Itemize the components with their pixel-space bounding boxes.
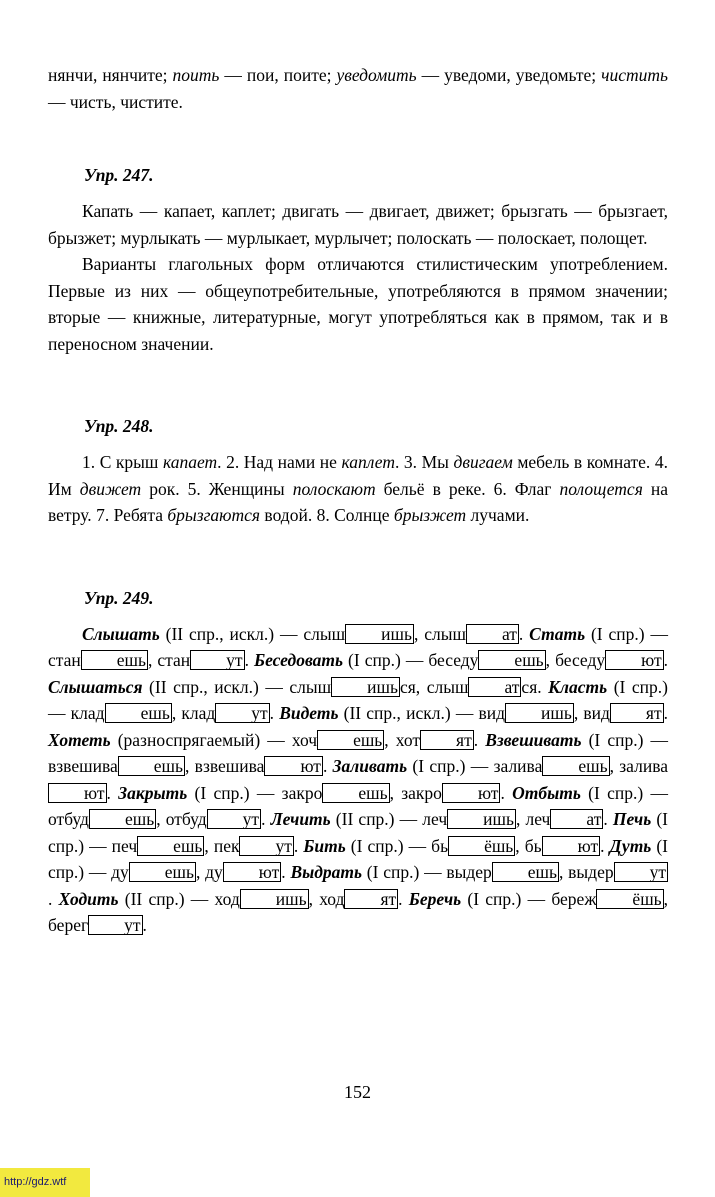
boxed-ending: ут — [190, 650, 244, 670]
sentence-text: С крыш — [99, 452, 163, 472]
sentence-number: 2. — [226, 452, 244, 472]
verb-infinitive: Слышать — [82, 623, 160, 644]
verb-infinitive: Дуть — [609, 835, 652, 856]
sentence-number: 6. — [493, 478, 515, 499]
verb-tail: . — [600, 835, 610, 856]
verb-infinitive: Печь — [612, 809, 652, 829]
verb-conjugation-note: (I спр.) — бь — [345, 835, 449, 856]
verb-tail: . — [518, 623, 530, 644]
sentence-emphasis: полоскают — [292, 478, 376, 499]
verb-stem-second: , хот — [384, 729, 421, 750]
exercise-249-body — [48, 621, 668, 939]
verb-tail: . — [322, 756, 333, 776]
verb-conjugation-note: (I спр.) — печ — [48, 809, 668, 856]
verb-conjugation-note: (I спр.) — береж — [461, 888, 597, 909]
verb-infinitive: Бить — [303, 835, 346, 856]
verb-stem-second: , клад — [171, 703, 216, 723]
spacer — [48, 188, 668, 198]
verb-infinitive: Беседовать — [253, 650, 343, 670]
sentence-emphasis: движет — [79, 478, 142, 499]
boxed-ending: ат — [550, 809, 603, 829]
verb-infinitive: Выдрать — [290, 862, 363, 882]
verb-conjugation-note: (разноспрягаемый) — хоч — [110, 729, 318, 750]
sentence-text: Флаг — [514, 478, 560, 499]
verb-infinitive: Класть — [548, 676, 608, 697]
verb-conjugation-note: (I спр.) — залива — [407, 756, 543, 776]
boxed-ending: ут — [207, 809, 261, 829]
page-content — [48, 62, 668, 939]
verb-conjugation-note: (II спр., искл.) — слыш — [159, 623, 346, 644]
verb-tail: . — [473, 729, 486, 750]
boxed-ending: ешь — [89, 809, 156, 829]
verb-tail: . — [244, 650, 254, 670]
verb-infinitive: Хотеть — [48, 729, 111, 750]
exercise-heading-249: Упр. 249. — [84, 587, 154, 608]
boxed-ending: ют — [542, 836, 601, 856]
sentence-text-tail: . — [394, 452, 404, 472]
sentence-text: Ребята — [113, 505, 168, 525]
boxed-ending: ат — [468, 677, 521, 697]
boxed-ending: ешь — [105, 703, 172, 723]
boxed-ending: ят — [344, 889, 398, 909]
boxed-ending: ишь — [345, 624, 414, 644]
verb-conjugation-note: (II спр., искл.) — вид — [338, 703, 506, 723]
verb-stem-second: , пек — [204, 835, 240, 856]
page-number: 152 — [344, 1082, 371, 1102]
sentence-number: 4. — [654, 452, 668, 472]
boxed-ending: ишь — [240, 889, 309, 909]
sentence-text-tail: водой. — [260, 505, 317, 525]
spacer — [48, 115, 668, 162]
verb-stem-second: , ход — [308, 888, 345, 909]
sentence-text-tail: бельё в реке. — [375, 478, 494, 499]
verb-stem-second: , ду — [196, 862, 223, 882]
boxed-ending: ёшь — [448, 836, 515, 856]
verb-conjugation-note: (I спр.) — ду — [48, 835, 669, 882]
spacer — [48, 611, 668, 621]
top-paragraph-text-2: — пои, поите; — [219, 65, 337, 85]
exercise-247-paragraph-2: Варианты глагольных форм отличаются стилистическим употреблением. Первые из них — общеупотребительные, употребляются в прямом значении; вторые — книжные, литературные, могут употребляться как в прямом, так и в переносном значении. — [48, 254, 668, 354]
exercise-heading-248: Упр. 248. — [84, 416, 154, 436]
verb-infinitive: Лечить — [270, 809, 331, 829]
boxed-ending: ешь — [118, 756, 185, 776]
boxed-ending: ат — [466, 624, 519, 644]
verb-stem-second: , вид — [573, 703, 610, 723]
boxed-ending: ешь — [542, 756, 609, 776]
boxed-ending: ешь — [322, 783, 389, 803]
verb-stem-second: , берег — [48, 888, 669, 935]
boxed-ending: ишь — [447, 809, 516, 829]
verb-conjugation-note: (I спр.) — отбуд — [48, 782, 669, 829]
verb-stem-second: , залива — [609, 756, 669, 776]
verb-conjugation-note: (I спр.) — взвешива — [48, 729, 668, 776]
verb-conjugation-note: (II спр.) — ход — [118, 888, 240, 909]
top-paragraph-italic-1: поить — [172, 65, 220, 85]
sentence-emphasis: каплет — [341, 452, 395, 472]
verb-infinitive: Ходить — [58, 888, 119, 909]
verb-tail: . — [281, 862, 291, 882]
verb-stem-second: , стан — [148, 650, 191, 670]
verb-conjugation-note: (II спр.) — леч — [330, 809, 448, 829]
boxed-ending: ишь — [331, 677, 400, 697]
boxed-ending: ют — [223, 862, 282, 882]
sentence-number: 1. — [82, 452, 100, 472]
verb-stem-second: ся, слыш — [399, 676, 469, 697]
boxed-ending: ешь — [478, 650, 545, 670]
verb-tail: . — [500, 782, 513, 803]
verb-tail: . — [269, 703, 280, 723]
spacer — [48, 439, 668, 449]
sentence-emphasis: двигаем — [453, 452, 513, 472]
boxed-ending: ют — [48, 783, 107, 803]
verb-infinitive: Беречь — [408, 888, 462, 909]
top-paragraph-text-5: — чисть, чистите. — [48, 91, 183, 112]
boxed-ending: ят — [610, 703, 664, 723]
verb-stem-second: , леч — [515, 809, 551, 829]
verb-infinitive: Стать — [529, 623, 586, 644]
top-paragraph-italic-3: чистить — [601, 65, 669, 85]
verb-tail: . — [106, 782, 119, 803]
verb-stem-second: , взвешива — [184, 756, 265, 776]
sentence-text-tail: рок. — [141, 478, 188, 499]
verb-conjugation-note: (II спр., искл.) — слыш — [142, 676, 332, 697]
boxed-ending: ют — [442, 783, 501, 803]
verb-infinitive: Слышаться — [48, 676, 143, 697]
sentence-emphasis: полощется — [559, 478, 643, 499]
boxed-ending: ешь — [81, 650, 148, 670]
boxed-ending: ишь — [505, 703, 574, 723]
boxed-ending: ешь — [317, 730, 384, 750]
top-paragraph-italic-2: уведомить — [336, 65, 417, 85]
verb-conjugation-note: (I спр.) — выдер — [362, 862, 492, 882]
boxed-ending: ут — [215, 703, 269, 723]
sentence-emphasis: брызжет — [393, 505, 467, 525]
sentence-text-tail: лучами. — [466, 505, 530, 525]
verb-tail: . — [663, 650, 668, 670]
sentence-text: Солнце — [334, 505, 394, 525]
verb-conjugation-note: (I спр.) — закро — [187, 782, 323, 803]
sentence-text-tail: . — [217, 452, 227, 472]
sentence-number: 3. — [403, 452, 422, 472]
verb-conjugation-note: (I спр.) — клад — [48, 676, 668, 723]
verb-stem-second: , бь — [515, 835, 542, 856]
verb-tail: . — [603, 809, 613, 829]
exercise-248-body — [48, 449, 668, 529]
spacer — [48, 357, 668, 413]
boxed-ending: ут — [239, 836, 293, 856]
verb-infinitive: Отбыть — [512, 782, 581, 803]
verb-tail: . — [261, 809, 271, 829]
top-paragraph-text-3: — уведоми, — [416, 65, 511, 85]
boxed-ending: ут — [614, 862, 668, 882]
verb-stem-second: , закро — [389, 782, 442, 803]
boxed-ending: ёшь — [596, 889, 663, 909]
top-paragraph-text-1: нянчи, нянчите; — [48, 65, 173, 85]
sentence-text-tail: на ветру. — [48, 478, 669, 525]
boxed-ending: ешь — [492, 862, 559, 882]
sentence-text: Мы — [421, 452, 454, 472]
sentence-emphasis: брызгаются — [167, 505, 261, 525]
verb-conjugation-note: (I спр.) — стан — [48, 623, 668, 670]
sentence-text: Им — [48, 478, 80, 499]
top-paragraph-text-4: уведомьте; — [515, 65, 602, 85]
exercise-247-paragraph-1: Капать — капает, каплет; двигать — двигает, движет; брызгать — брызгает, брызжет; мурлыкать — мурлыкает, мурлычет; полоскать — полоскает, полощет. — [48, 201, 668, 248]
verb-tail: . — [293, 835, 304, 856]
verb-tail: ся. — [521, 676, 549, 697]
sentence-text-tail: мебель в комнате. — [512, 452, 655, 472]
sentence-number: 7. — [96, 505, 114, 525]
sentence-text: Над нами не — [243, 452, 342, 472]
verb-tail: . — [398, 888, 409, 909]
spacer — [48, 529, 668, 585]
footer-watermark-url: http://gdz.wtf — [0, 1168, 90, 1197]
verb-conjugation-note: (I спр.) — беседу — [343, 650, 479, 670]
boxed-ending: ят — [420, 730, 474, 750]
verb-stem-second: , выдер — [559, 862, 614, 882]
verb-infinitive: Закрыть — [118, 782, 188, 803]
sentence-number: 8. — [316, 505, 335, 525]
sentence-text: Женщины — [208, 478, 293, 499]
boxed-ending: ют — [605, 650, 664, 670]
verb-stem-second: , слыш — [413, 623, 466, 644]
top-paragraph — [48, 62, 668, 115]
verb-infinitive: Взвешивать — [485, 729, 582, 750]
verb-tail: . — [663, 703, 668, 723]
boxed-ending: ешь — [137, 836, 204, 856]
sentence-number: 5. — [187, 478, 209, 499]
verb-stem-second: , отбуд — [156, 809, 207, 829]
boxed-ending: ют — [264, 756, 323, 776]
sentence-emphasis: капает — [162, 452, 218, 472]
verb-tail: . — [48, 888, 59, 909]
verb-stem-second: , беседу — [545, 650, 606, 670]
verb-infinitive: Заливать — [332, 756, 408, 776]
verb-infinitive: Видеть — [279, 703, 339, 723]
verb-tail: . — [142, 915, 147, 935]
boxed-ending: ешь — [129, 862, 196, 882]
boxed-ending: ут — [88, 915, 142, 935]
exercise-heading-247: Упр. 247. — [84, 165, 154, 185]
